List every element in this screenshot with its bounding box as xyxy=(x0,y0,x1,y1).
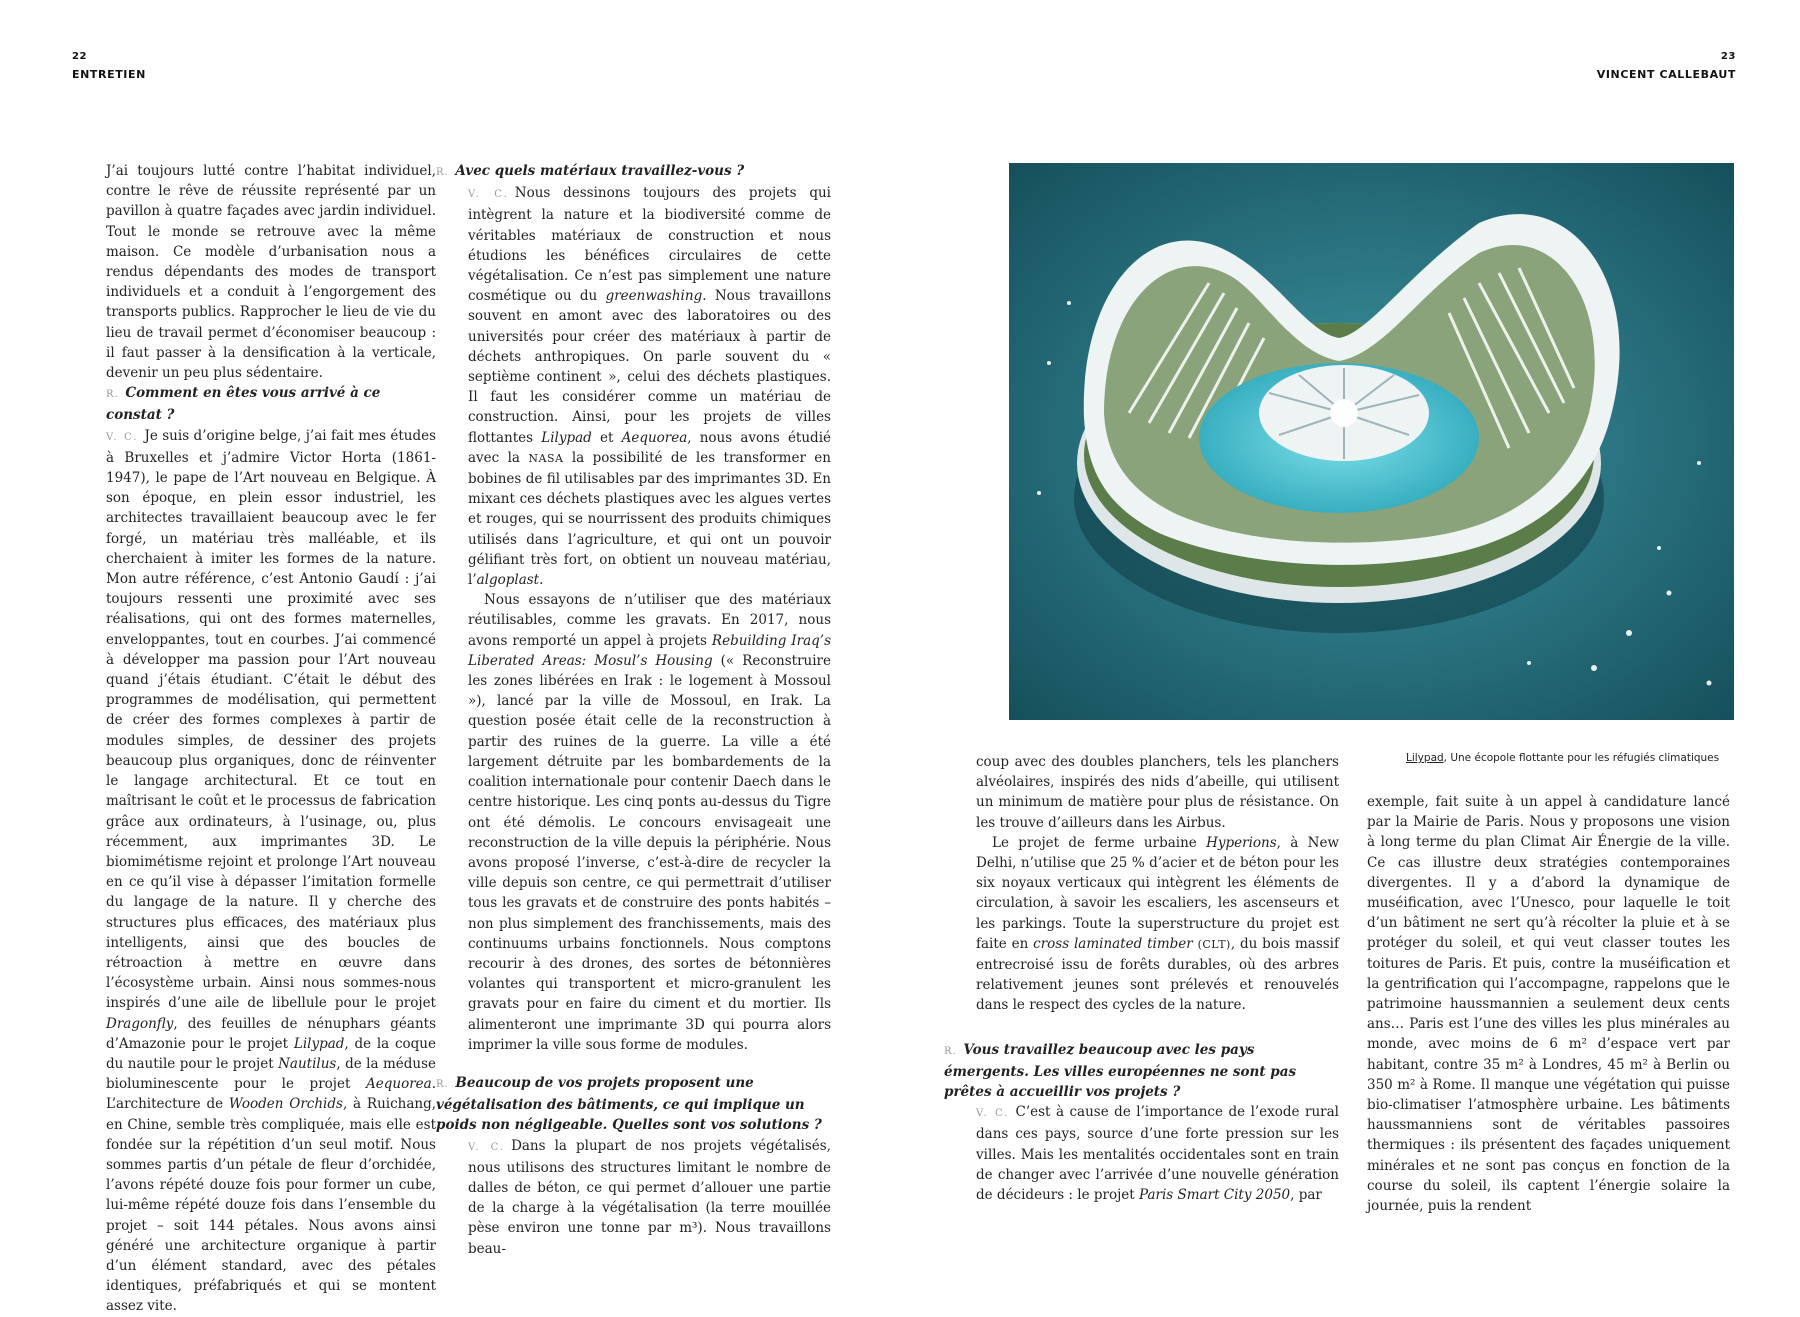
photo-caption: Lilypad, Une écopole flottante pour les réfugiés climatiques xyxy=(1406,752,1720,764)
paragraph: coup avec des doubles planchers, tels les planchers alvéolaires, inspirés des nids d’abeille, qui utilisent un minimum de matière pour plus de résistance. On les trouve d’ailleurs dans les Airbus. xyxy=(976,754,1339,831)
left-running-header xyxy=(72,48,146,84)
right-page-number: 23 xyxy=(1720,51,1736,62)
left-page-number: 22 xyxy=(72,51,88,62)
text-column-3 xyxy=(944,752,1339,1205)
interview-question: R. Vous travaillez beaucoup avec les pays émergents. Les villes européennes ne sont pas prêtes à accueillir vos projets ? xyxy=(944,1041,1297,1101)
interview-answer: V. C. Dans la plupart de nos projets végétalisés, nous utilisons des structures limitant le nombre de dalles de béton, ce qui permet d’allouer une partie de la charge à la végétalisation (la terre mouillée pèse environ une tonne par m³). Nous travaillons beau- xyxy=(468,1137,831,1257)
paragraph: Nous essayons de n’utiliser que des matériaux réutilisables, comme les gravats. En 2017, nous avons remporté un appel à projets Rebuilding Iraq’s Liberated Areas: Mosul’s Housing (« Reconstruire les zones libérées en Irak : le logement à Mossoul »), lancé par la ville de Mossoul, en Irak. La question posée était celle de la reconstruction à partir des ruines de la guerre. La ville a été largement détruite par les bombardements de la coalition internationale pour contenir Daech dans le centre historique. Les cinq ponts au-dessus du Tigre ont été démolis. Le concours envisageait une reconstruction de la ville depuis la périphérie. Nous avons proposé l’inverse, c’est-à-dire de recycler la ville depuis son centre, ce qui permettrait d’utiliser tous les gravats et de construire des ponts habités – non plus simplement des franchissements, mais des continuums urbains fonctionnels. Nous comptons recourir à des drones, des sortes de bétonnières volantes qui transportent et micro-granulent les gravats pour en faire du ciment et du mortier. Ils alimenteront une imprimante 3D qui pourra alors imprimer la ville sous forme de modules. xyxy=(468,592,832,1053)
paragraph: exemple, fait suite à un appel à candidature lancé par la Mairie de Paris. Nous y proposons une vision à long terme du plan Climat Air Énergie de la ville. Ce cas illustre deux stratégies contemporaines divergentes. Il y a d’abord la dynamique de muséification, avec l’Unesco, pour laquelle le toit d’un bâtiment ne sert qu’à récolter la pluie et à se protéger du soleil, et qui veut classer toutes les toitures de Paris. Et puis, contre la muséification et la gentrification qui l’accompagne, rappelons que le patrimoine haussmannien a seulement deux cents ans… Paris est l’une des villes les plus minérales au monde, avec moins de 6 m² d’espace vert par habitant, contre 35 m² à Londres, 45 m² à Berlin ou 350 m² à Rome. Il manque une végétation qui puisse bio-climatiser l’atmosphère urbaine. Les bâtiments haussmanniens sont de véritables passoires thermiques : ils présentent des façades uniquement minérales et ne sont pas conçus en fonction de la course du soleil, ils captent l’énergie solaire la journée, puis la rendent xyxy=(1367,794,1730,1215)
text-column-4 xyxy=(1367,792,1730,1216)
text-column-1 xyxy=(106,161,436,1317)
interview-answer: V. C. Je suis d’origine belge, j’ai fait mes études à Bruxelles et j’admire Victor Horta (1861-1947), le pape de l’Art nouveau en Belgique. À son époque, en plein essor industriel, les architectes travaillaient beaucoup avec le fer forgé, un matériau très malléable, et ils cherchaient à imiter les formes de la nature. Mon autre référence, c’est Antonio Gaudí : j’ai toujours ressenti une proximité avec ses réalisations, qui ont des formes maternelles, enveloppantes, tout en courbes. J’ai commencé à développer ma passion pour l’Art nouveau quand j’étais étudiant. C’était le début des programmes de modélisation, qui permettent de créer des formes complexes à partir de modules simples, de dessiner des projets beaucoup plus organiques, donc de réinventer le langage architectural. Et ce tout en maîtrisant le coût et le processus de fabrication grâce aux ordinateurs, à l’usinage, ou, plus récemment, aux imprimantes 3D. Le biomimétisme rejoint et prolonge l’Art nouveau en ce qu’il vise à dépasser l’imitation formelle du langage de la nature. Il y cherche des structures plus efficaces, des matériaux plus intelligents, ainsi que des boucles de rétroaction à mettre en œuvre dans l’écosystème urbain. Ainsi nous sommes-nous inspirés d’une aile de libellule pour le projet Dragonfly, des feuilles de nénuphars géants d’Amazonie pour le projet Lilypad, de la coque du nautile pour le projet Nautilus, de la méduse bioluminescente pour le projet Aequorea. L’architecture de Wooden Orchids, à Ruichang, en Chine, semble très compliquée, mais elle est fondée sur la répétition d’un seul motif. Nous sommes partis d’un pétale de fleur d’orchidée, l’avons répété douze fois pour former un cube, lui-même répété douze fois dans l’ensemble du projet – soit 144 pétales. Nous avons ainsi généré une architecture organique à partir d’un élément standard, avec des pétales identiques, préfabriqués et qui se montent assez vite. xyxy=(106,427,437,1315)
interview-answer: V. C. Nous dessinons toujours des projets qui intègrent la nature et la biodiversité comme de véritables matériaux de construction et nous étudions les bénéfices circulaires de cette végétalisation. Ce n’est pas simplement une nature cosmétique ou du greenwashing. Nous travaillons souvent en amont avec des laboratoires ou des universités pour créer des matériaux à partir de déchets anthropiques. On parle souvent du « septième continent », celui des déchets plastiques. Il faut les considérer comme un matériau de construction. Ainsi, pour les projets de villes flottantes Lilypad et Aequorea, nous avons étudié avec la NASA la possibilité de les transformer en bobines de fil utilisables par des imprimantes 3D. En mixant ces déchets plastiques avec les algues vertes et rouges, qui se nourrissent des produits chimiques utilisés dans l’agriculture, et qui ont un pouvoir gélifiant très fort, on obtient un nouveau matériau, l’algoplast. xyxy=(468,185,831,589)
paragraph: Le projet de ferme urbaine Hyperions, à New Delhi, n’utilise que 25 % d’acier et de béton pour les six noyaux verticaux qui intègrent les éléments de circulation, à savoir les escaliers, les ascenseurs et les parkings. Toute la superstructure du projet est faite en cross laminated timber (CLT), du bois massif entrecroisé issu de forêts durables, où des arbres relativement jeunes sont prélevés et renouvelés dans le respect des cycles de la nature. xyxy=(976,834,1339,1014)
interview-question: R. Avec quels matériaux travaillez-vous ? xyxy=(436,163,745,179)
lilypad-photo xyxy=(1009,163,1734,720)
interview-question: R. Beaucoup de vos projets proposent une végétalisation des bâtiments, ce qui implique un poids non négligeable. Quelles sont vos solutions ? xyxy=(436,1074,822,1134)
right-running-header xyxy=(1597,48,1736,84)
text-column-2 xyxy=(436,161,832,1259)
right-section-title: VINCENT CALLEBAUT xyxy=(1596,68,1736,81)
interview-question: R. Comment en êtes vous arrivé à ce constat ? xyxy=(106,385,381,424)
interview-answer: V. C. C’est à cause de l’importance de l’exode rural dans ces pays, source d’une forte pression sur les villes. Mais les mentalités occidentales sont en train de changer avec l’arrivée d’une nouvelle génération de décideurs : le projet Paris Smart City 2050, par xyxy=(976,1104,1339,1204)
left-section-title: ENTRETIEN xyxy=(72,68,146,81)
paragraph: J’ai toujours lutté contre l’habitat individuel, contre le rêve de réussite représenté par un pavillon à quatre façades avec jardin individuel. Tout le monde se retrouve avec la même maison. Ce modèle d’urbanisation nous a rendus dépendants des modes de transport individuels et a conduit à l’engorgement des transports publics. Rapprocher le lieu de vie du lieu de travail permet d’économiser beaucoup : il faut passer à la densification à la verticale, devenir un peu plus sédentaire. xyxy=(106,163,436,382)
